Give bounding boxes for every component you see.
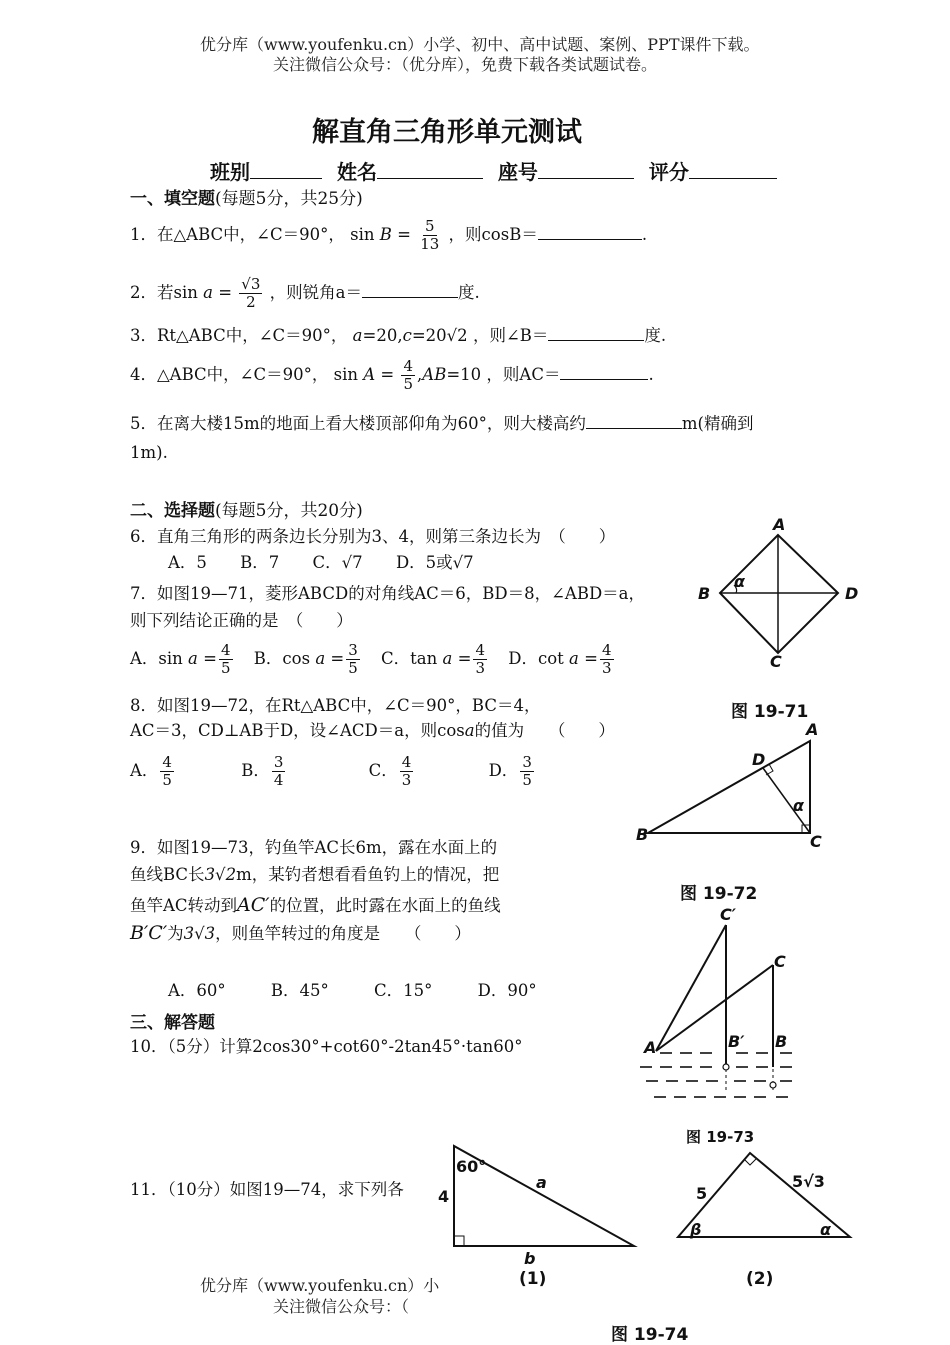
q6-option-d[interactable]: D．5或√7 — [395, 553, 474, 572]
caption-19-72: 图 19-72 — [680, 884, 758, 904]
header-line-2: 关注微信公众号：（优分库），免费下载各类试题试卷。 — [273, 55, 658, 74]
figure-19-73 — [630, 905, 810, 1120]
label-a: A — [773, 515, 786, 534]
label-c: C — [810, 832, 822, 851]
question-2: 2．若sin a = $\frac{√3}{2}$ ，则锐角a＝ 度. — [130, 275, 480, 311]
question-8: 8．如图19—72，在Rt△ABC中，∠C＝90°，BC＝4， — [130, 696, 541, 715]
figure-19-72 — [630, 715, 830, 860]
label-a: A — [806, 720, 819, 739]
q7-option-a[interactable]: A．sin a = $\frac{4}{5}$ — [130, 641, 231, 677]
q6-option-c[interactable]: C．√7 — [312, 553, 363, 572]
label-angle-60: 60° — [456, 1157, 487, 1176]
figure-19-74-1 — [430, 1138, 640, 1268]
question-7-cont: 则下列结论正确的是 （ ） — [130, 611, 353, 630]
water-surface — [640, 1053, 792, 1097]
q7-options — [130, 642, 616, 677]
question-1: 1．在△ABC中，∠C＝90°， sin B = $\frac{5}{13}$ ，则cosB＝ . — [130, 217, 648, 253]
q5-answer-blank[interactable] — [586, 412, 682, 429]
question-9-line4: B′C′为3√3，则鱼竿转过的角度是 （ ） — [130, 922, 471, 944]
q9-option-a[interactable]: A．60° — [168, 981, 226, 1000]
subcaption-1: (1) — [519, 1269, 547, 1289]
q8-option-d[interactable]: D． $\frac{3}{5}$ — [488, 753, 532, 789]
section-fill-blank: 一、填空题(每题5分，共25分) — [130, 189, 363, 209]
label-side-5: 5 — [696, 1184, 708, 1203]
header-line-1: 优分库（www.youfenku.cn）小学、初中、高中试题、案例、PPT课件下载。 — [200, 35, 760, 54]
label-b-prime: B′ — [728, 1032, 745, 1051]
q6-option-a[interactable]: A．5 — [168, 553, 207, 572]
label-c-prime: C′ — [720, 905, 736, 924]
label-alpha: α — [793, 796, 804, 815]
label-side-b: b — [524, 1249, 536, 1268]
label-a: A — [644, 1038, 657, 1057]
question-7: 7．如图19—71，菱形ABCD的对角线AC＝6，BD＝8，∠ABD＝a， — [130, 584, 646, 603]
footer-line-1: 优分库（www.youfenku.cn）小 — [200, 1276, 440, 1295]
question-9-line3: 鱼竿AC转动到AC′的位置，此时露在水面上的鱼线 — [130, 894, 501, 916]
q8-option-a[interactable]: A． $\frac{4}{5}$ — [130, 753, 172, 789]
caption-19-74: 图 19-74 — [611, 1325, 689, 1345]
q8-options — [130, 754, 536, 789]
question-9: 9．如图19—73，钓鱼竿AC长6m，露在水面上的 — [130, 838, 498, 857]
q9-option-c[interactable]: C．15° — [374, 981, 433, 1000]
q3-answer-blank[interactable] — [548, 324, 644, 341]
q6-options — [168, 552, 474, 574]
label-c: C — [770, 652, 782, 671]
q2-answer-blank[interactable] — [362, 281, 458, 298]
page-title: 解直角三角形单元测试 — [312, 117, 582, 148]
rod-ac-prime — [656, 925, 726, 1051]
class-blank[interactable] — [250, 162, 322, 179]
seat-blank[interactable] — [538, 162, 634, 179]
score-label: 评分 — [648, 160, 689, 184]
figure-19-71 — [690, 515, 870, 675]
question-5: 5．在离大楼15m的地面上看大楼顶部仰角为60°，则大楼高约 m(精确到 — [130, 414, 754, 433]
rod-ac — [656, 965, 773, 1051]
class-label: 班别 — [210, 160, 250, 184]
label-alpha: α — [734, 572, 745, 591]
question-8-cont: AC＝3，CD⊥AB于D，设∠ACD＝a，则cosa的值为 （ ） — [130, 721, 615, 740]
section-solve: 三、解答题 — [130, 1013, 215, 1033]
label-beta: β — [690, 1220, 702, 1239]
label-d: D — [845, 584, 859, 603]
q6-option-b[interactable]: B．7 — [240, 553, 280, 572]
section-multiple-choice: 二、选择题(每题5分，共20分) — [130, 501, 363, 521]
q4-answer-blank[interactable] — [560, 363, 648, 380]
question-5-cont: 1m). — [130, 443, 168, 462]
label-b: B — [698, 584, 711, 603]
subcaption-2: (2) — [746, 1269, 774, 1289]
question-9-line2: 鱼线BC长3√2m，某钓者想看看鱼钓上的情况，把 — [130, 865, 500, 884]
student-info — [210, 156, 777, 185]
label-side-4: 4 — [438, 1187, 450, 1206]
figure-19-74-2 — [668, 1145, 860, 1245]
triangle-abc — [648, 741, 810, 833]
q1-answer-blank[interactable] — [538, 223, 642, 240]
label-side-5-root-3: 5√3 — [792, 1172, 825, 1191]
q7-option-c[interactable]: C．tan a = $\frac{4}{3}$ — [381, 641, 485, 677]
caption-19-73: 图 19-73 — [686, 1128, 755, 1146]
label-b: B — [775, 1032, 788, 1051]
q7-option-b[interactable]: B．cos a = $\frac{3}{5}$ — [253, 641, 358, 677]
q9-option-d[interactable]: D．90° — [477, 981, 537, 1000]
question-3: 3．Rt△ABC中，∠C＝90°， a=20,c=20√2 ，则∠B＝ 度. — [130, 326, 667, 345]
score-blank[interactable] — [689, 162, 777, 179]
label-d: D — [752, 750, 766, 769]
q9-option-b[interactable]: B．45° — [270, 981, 329, 1000]
label-b: B — [636, 825, 649, 844]
question-6: 6．直角三角形的两条边长分别为3、4，则第三条边长为 （ ） — [130, 527, 616, 546]
q8-option-b[interactable]: B． $\frac{3}{4}$ — [241, 753, 284, 789]
rhombus-abcd — [720, 535, 838, 653]
question-11: 11．（10分）如图19—74，求下列各 — [130, 1180, 404, 1199]
name-label: 姓名 — [336, 160, 377, 184]
seat-label: 座号 — [497, 160, 538, 184]
q8-option-c[interactable]: C． $\frac{4}{3}$ — [368, 753, 412, 789]
question-4: 4．△ABC中，∠C＝90°， sin A = $\frac{4}{5}$ ,AB=10 ，则AC＝ . — [130, 357, 654, 393]
label-c: C — [774, 952, 786, 971]
caption-19-71: 图 19-71 — [731, 702, 809, 722]
q7-option-d[interactable]: D．cot a = $\frac{4}{3}$ — [508, 641, 612, 677]
q9-options — [168, 980, 537, 1002]
label-alpha: α — [820, 1220, 831, 1239]
question-10: 10．（5分）计算2cos30°+cot60°-2tan45°·tan60° — [130, 1037, 523, 1056]
label-side-a: a — [536, 1173, 547, 1192]
name-blank[interactable] — [377, 162, 483, 179]
footer-line-2: 关注微信公众号：（ — [273, 1297, 410, 1316]
